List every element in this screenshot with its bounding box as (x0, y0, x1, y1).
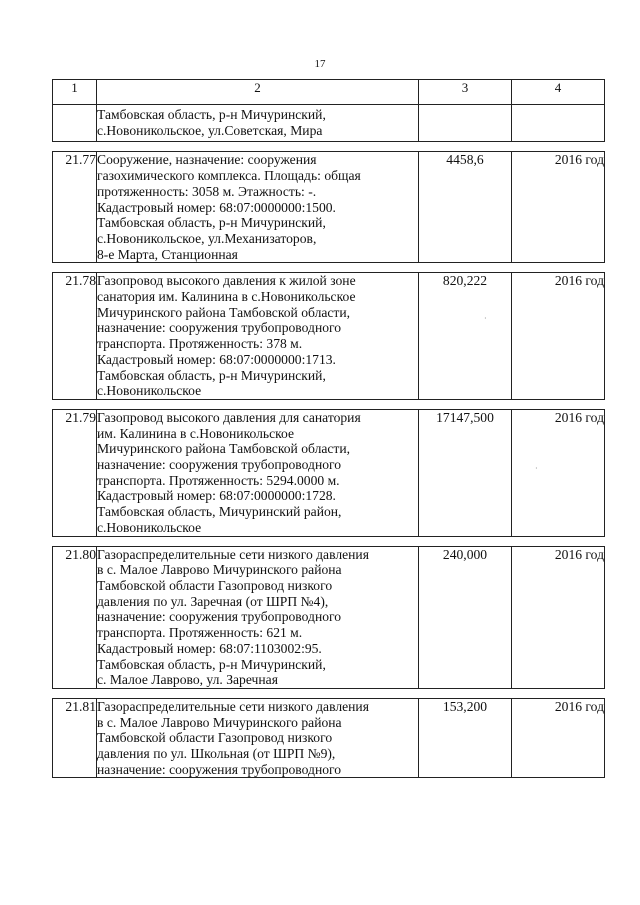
description-line: Газопровод высокого давления для санатория (97, 409, 361, 425)
row-number-cell (53, 105, 97, 142)
row-number: 21.77 (53, 152, 97, 263)
description-line: назначение: сооружения трубопроводного (97, 320, 342, 336)
description-line: Газораспределительные сети низкого давления (97, 546, 369, 562)
description-line: Сооружение, назначение: сооружения (97, 152, 317, 168)
value-cell: 820,222 (419, 273, 512, 400)
description-line: Кадастровый номер: 68:07:0000000:1713. (97, 351, 336, 367)
description-line: Мичуринского района Тамбовской области, (97, 441, 351, 457)
header-col-4: 4 (512, 80, 605, 105)
value-cell: 4458,6 (419, 152, 512, 263)
description-line: в с. Малое Лаврово Мичуринского района (97, 714, 342, 730)
year-cell: 2016 год (512, 698, 605, 778)
row-number: 21.80 (53, 546, 97, 688)
description-line: Кадастровый номер: 68:07:0000000:1728. (97, 488, 336, 504)
description-line: Газопровод высокого давления к жилой зоне (97, 273, 356, 289)
description-line: Мичуринского района Тамбовской области, (97, 304, 351, 320)
description-line: санатория им. Калинина в с.Новоникольское (97, 289, 356, 305)
description-cell (97, 409, 419, 536)
row-number: 21.79 (53, 409, 97, 536)
description-line: транспорта. Протяженность: 5294.0000 м. (97, 472, 340, 488)
row-gap (53, 399, 605, 409)
description-line: назначение: сооружения трубопроводного (97, 609, 342, 625)
table-header-row (53, 80, 605, 105)
table-row (53, 698, 605, 778)
row-number: 21.78 (53, 273, 97, 400)
description-line: назначение: сооружения трубопроводного (97, 457, 342, 473)
description-line: назначение: сооружения трубопроводного (97, 761, 342, 777)
description-line: им. Калинина в с.Новоникольское (97, 425, 295, 441)
description-line: Тамбовская область, р-н Мичуринский, (97, 656, 326, 672)
description-cell (97, 105, 419, 142)
property-registry-table (52, 79, 605, 778)
description-line: с. Малое Лаврово, ул. Заречная (97, 672, 278, 688)
year-cell: 2016 год (512, 273, 605, 400)
description-line: с.Новоникольское (97, 519, 202, 535)
row-gap (53, 142, 605, 152)
description-line: Тамбовской области Газопровод низкого (97, 730, 333, 746)
description-line: транспорта. Протяженность: 621 м. (97, 625, 303, 641)
table-row (53, 273, 605, 400)
description-line: Тамбовская область, р-н Мичуринский, (97, 215, 326, 231)
description-line: газохимического комплекса. Площадь: общая (97, 168, 361, 184)
year-cell: 2016 год (512, 409, 605, 536)
description-line: с.Новоникольское, ул.Механизаторов, (97, 230, 317, 246)
year-cell: 2016 год (512, 546, 605, 688)
description-line: Газораспределительные сети низкого давления (97, 698, 369, 714)
header-col-1: 1 (53, 80, 97, 105)
description-line: с.Новоникольское (97, 383, 202, 399)
row-number: 21.81 (53, 698, 97, 778)
table-row (53, 546, 605, 688)
table-row (53, 152, 605, 263)
row-gap (53, 263, 605, 273)
description-cell (97, 152, 419, 263)
description-cell (97, 546, 419, 688)
description-line: Тамбовской области Газопровод низкого (97, 577, 333, 593)
page-number: 17 (314, 58, 326, 70)
description-line: протяженность: 3058 м. Этажность: -. (97, 183, 317, 199)
scan-speck: · (535, 464, 538, 473)
value-cell: 17147,500 (419, 409, 512, 536)
table-row (53, 409, 605, 536)
description-line: транспорта. Протяженность: 378 м. (97, 336, 303, 352)
description-cell (97, 698, 419, 778)
year-cell: 2016 год (512, 152, 605, 263)
description-line: Тамбовская область, р-н Мичуринский, (97, 367, 326, 383)
description-line: 8-е Марта, Станционная (97, 246, 238, 262)
description-line: Кадастровый номер: 68:07:1103002:95. (97, 640, 322, 656)
description-line: Кадастровый номер: 68:07:0000000:1500. (97, 199, 336, 215)
year-cell (512, 105, 605, 142)
value-cell: 153,200 (419, 698, 512, 778)
description-line: с.Новоникольское, ул.Советская, Мира (97, 122, 323, 138)
header-col-2: 2 (97, 80, 419, 105)
header-col-3: 3 (419, 80, 512, 105)
description-line: Тамбовская область, Мичуринский район, (97, 504, 342, 520)
continuation-row (53, 105, 605, 142)
scan-speck: · (484, 314, 487, 323)
row-gap (53, 536, 605, 546)
description-line: в с. Малое Лаврово Мичуринского района (97, 562, 342, 578)
description-cell (97, 273, 419, 400)
description-line: давления по ул. Заречная (от ШРП №4), (97, 593, 329, 609)
description-line: давления по ул. Школьная (от ШРП №9), (97, 746, 336, 762)
value-cell: 240,000 (419, 546, 512, 688)
row-gap (53, 688, 605, 698)
value-cell (419, 105, 512, 142)
description-line: Тамбовская область, р-н Мичуринский, (97, 107, 326, 122)
